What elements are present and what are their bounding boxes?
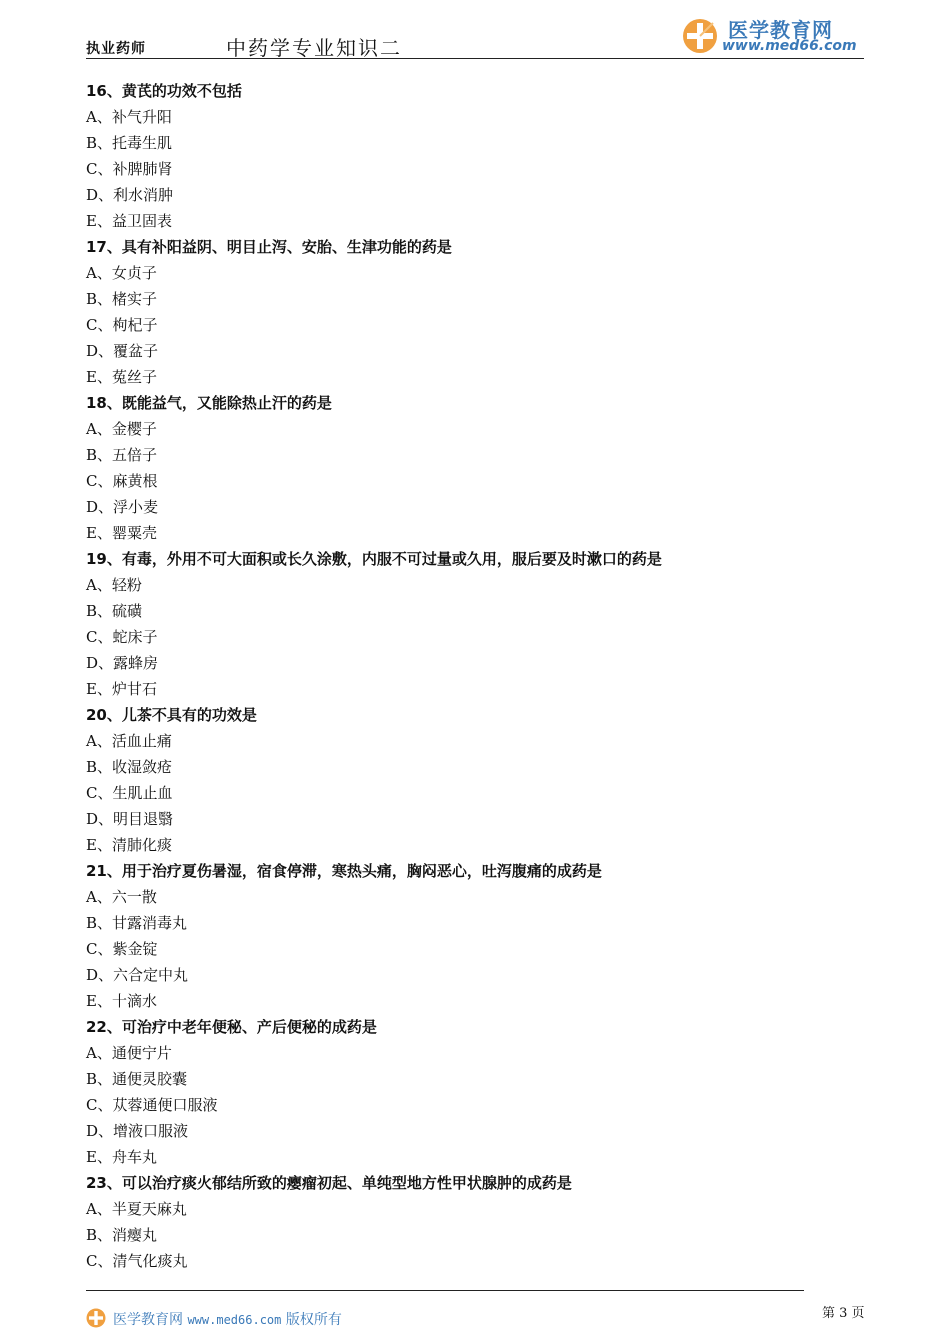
question-block <box>86 78 866 234</box>
answer-option: E、十滴水 <box>86 992 157 1010</box>
answer-option: E、菟丝子 <box>86 368 157 386</box>
site-logo[interactable] <box>682 14 864 58</box>
question-stem: 21、用于治疗夏伤暑湿，宿食停滞，寒热头痛，胸闷恶心，吐泻腹痛的成药是 <box>86 862 602 880</box>
answer-option: C、麻黄根 <box>86 472 158 490</box>
answer-option: C、清气化痰丸 <box>86 1252 188 1270</box>
footer-url-link[interactable]: www.med66.com <box>187 1313 282 1327</box>
answer-option: A、通便宁片 <box>86 1044 172 1062</box>
answer-option: E、清肺化痰 <box>86 836 172 854</box>
answer-option: D、露蜂房 <box>86 654 159 672</box>
question-stem: 16、黄芪的功效不包括 <box>86 82 242 100</box>
question-stem: 18、既能益气，又能除热止汗的药是 <box>86 394 332 412</box>
medical-cross-logo-icon <box>86 1308 106 1328</box>
question-block <box>86 858 866 1014</box>
page-footer <box>86 1306 586 1334</box>
answer-option: B、甘露消毒丸 <box>86 914 188 932</box>
answer-option: B、托毒生肌 <box>86 134 173 152</box>
document-title: 中药学专业知识二 <box>226 36 402 60</box>
answer-option: B、收湿敛疮 <box>86 758 173 776</box>
question-block <box>86 546 866 702</box>
question-block <box>86 1170 866 1274</box>
answer-option: A、女贞子 <box>86 264 157 282</box>
answer-option: C、紫金锭 <box>86 940 158 958</box>
footer-divider <box>86 1290 804 1291</box>
answer-option: E、舟车丸 <box>86 1148 157 1166</box>
answer-option: C、苁蓉通便口服液 <box>86 1096 218 1114</box>
medical-cross-logo-icon <box>682 18 718 54</box>
question-stem: 22、可治疗中老年便秘、产后便秘的成药是 <box>86 1018 377 1036</box>
answer-option: E、益卫固表 <box>86 212 172 230</box>
answer-option: B、硫磺 <box>86 602 143 620</box>
answer-option: B、通便灵胶囊 <box>86 1070 188 1088</box>
answer-option: A、六一散 <box>86 888 157 906</box>
answer-option: D、利水消肿 <box>86 186 174 204</box>
logo-name: 医学教育网 <box>728 18 833 42</box>
answer-option: E、罂粟壳 <box>86 524 157 542</box>
answer-option: C、补脾肺肾 <box>86 160 173 178</box>
answer-option: C、枸杞子 <box>86 316 158 334</box>
answer-option: A、活血止痛 <box>86 732 172 750</box>
exam-category: 执业药师 <box>86 41 146 57</box>
footer-rights: 版权所有 <box>285 1312 342 1328</box>
answer-option: A、补气升阳 <box>86 108 172 126</box>
answer-option: B、五倍子 <box>86 446 158 464</box>
page-header <box>86 20 864 60</box>
footer-site-name: 医学教育网 <box>113 1312 183 1328</box>
answer-option: D、增液口服液 <box>86 1122 189 1140</box>
answer-option: A、半夏天麻丸 <box>86 1200 187 1218</box>
logo-url: www.med66.com <box>722 38 857 54</box>
answer-option: E、炉甘石 <box>86 680 157 698</box>
question-stem: 23、可以治疗痰火郁结所致的瘿瘤初起、单纯型地方性甲状腺肿的成药是 <box>86 1174 572 1192</box>
answer-option: A、金樱子 <box>86 420 157 438</box>
question-stem: 19、有毒，外用不可大面积或长久涂敷，内服不可过量或久用，服后要及时漱口的药是 <box>86 550 662 568</box>
question-list <box>86 78 866 1274</box>
answer-option: B、楮实子 <box>86 290 158 308</box>
question-stem: 17、具有补阳益阴、明目止泻、安胎、生津功能的药是 <box>86 238 452 256</box>
answer-option: D、明目退翳 <box>86 810 174 828</box>
question-stem: 20、儿茶不具有的功效是 <box>86 706 257 724</box>
header-divider <box>86 58 864 59</box>
answer-option: D、浮小麦 <box>86 498 159 516</box>
answer-option: B、消瘿丸 <box>86 1226 158 1244</box>
question-block <box>86 390 866 546</box>
answer-option: A、轻粉 <box>86 576 142 594</box>
answer-option: C、蛇床子 <box>86 628 158 646</box>
footer-copyright <box>113 1309 342 1329</box>
page-number: 第 3 页 <box>822 1306 865 1321</box>
answer-option: C、生肌止血 <box>86 784 173 802</box>
answer-option: D、六合定中丸 <box>86 966 189 984</box>
question-block <box>86 702 866 858</box>
question-block <box>86 234 866 390</box>
question-block <box>86 1014 866 1170</box>
answer-option: D、覆盆子 <box>86 342 159 360</box>
